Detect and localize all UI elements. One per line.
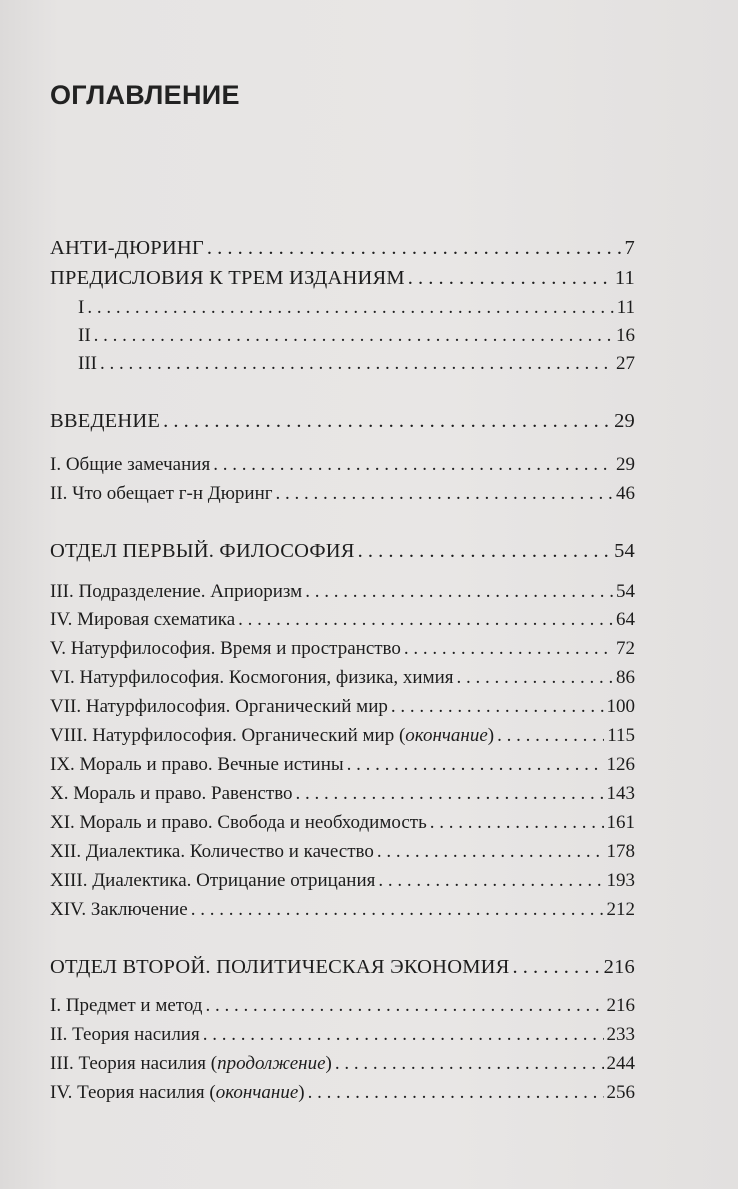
toc-entry[interactable] [50,409,635,433]
toc-entry-label: VI. Натурфилософия. Космогония, физика, химия [50,667,454,688]
toc-entry[interactable] [50,811,635,835]
toc-entry-label: VII. Натурфилософия. Органический мир [50,696,388,717]
toc-entry[interactable] [50,482,635,506]
toc-entry[interactable] [50,840,635,864]
toc-entry-label: I [78,297,85,318]
toc-entry[interactable] [50,608,635,632]
italic-word: окончание [405,725,488,746]
toc-entry-page: 161 [606,812,635,833]
leader-dots [213,453,613,477]
toc-entry-label: ОТДЕЛ ВТОРОЙ. ПОЛИТИЧЕСКАЯ ЭКОНОМИЯ [50,956,510,978]
toc-entry[interactable] [50,724,635,748]
toc-entry-page: 143 [606,783,635,804]
toc-entry-label: I. Общие замечания [50,454,211,475]
toc-entry[interactable] [50,753,635,777]
toc-entry[interactable] [78,296,635,320]
leader-dots [408,266,612,290]
toc-entry-label: V. Натурфилософия. Время и пространство [50,638,401,659]
toc-entry-page: 46 [616,483,635,504]
toc-entry[interactable] [50,1052,635,1076]
toc-entry-label: IV. Теория насилия (окончание) [50,1082,305,1103]
toc-entry[interactable] [50,637,635,661]
leader-dots [347,753,604,777]
toc-entry-label: I. Предмет и метод [50,995,203,1016]
leader-dots [276,482,613,506]
toc-entry-page: 29 [616,454,635,475]
toc-entry-page: 126 [606,754,635,775]
italic-word: окончание [215,1082,299,1103]
toc-entry-page: 244 [606,1053,635,1074]
leader-dots [430,811,604,835]
toc-entry[interactable] [50,453,635,477]
toc-entry-label: III [78,353,97,374]
toc-entry-page: 29 [614,410,635,432]
toc-entry-label: ОТДЕЛ ПЕРВЫЙ. ФИЛОСОФИЯ [50,540,355,562]
leader-dots [377,840,604,864]
toc-entry-label: XIV. Заключение [50,899,188,920]
toc-entry-label: IX. Мораль и право. Вечные истины [50,754,344,775]
toc-entry-page: 216 [606,995,635,1016]
toc-entry-label: III. Теория насилия (продолжение) [50,1053,332,1074]
toc-entry[interactable] [50,266,635,290]
leader-dots [87,296,613,320]
leader-dots [358,539,612,563]
leader-dots [205,994,603,1018]
toc-entry[interactable] [50,539,635,563]
toc-entry[interactable] [50,666,635,690]
leader-dots [207,236,622,260]
toc-entry-page: 54 [614,540,635,562]
toc-entry-label: XII. Диалектика. Количество и качество [50,841,374,862]
leader-dots [100,352,613,376]
toc-entry-page: 233 [606,1024,635,1045]
toc-entry[interactable] [50,580,635,604]
italic-word: продолжение [217,1053,326,1074]
toc-entry-page: 256 [606,1082,635,1103]
leader-dots [94,324,613,348]
toc-entry-page: 27 [616,353,635,374]
leader-dots [203,1023,604,1047]
leader-dots [296,782,604,806]
toc-entry[interactable] [78,324,635,348]
toc-entry-label: АНТИ-ДЮРИНГ [50,237,204,259]
toc-entry-page: 11 [614,267,635,289]
toc-entry-page: 100 [606,696,635,717]
toc-entry-page: 216 [603,956,635,978]
toc-entry[interactable] [50,1081,635,1105]
toc-entry-label: VIII. Натурфилософия. Органический мир (окончание) [50,725,495,746]
toc-entry-page: 193 [606,870,635,891]
leader-dots [238,608,613,632]
toc-entry-page: 72 [616,638,635,659]
toc-entry-page: 11 [616,297,635,318]
leader-dots [308,1081,604,1105]
leader-dots [378,869,603,893]
toc-entry-page: 178 [606,841,635,862]
leader-dots [513,955,601,979]
page-title: ОГЛАВЛЕНИЕ [50,80,240,110]
toc-entry-page: 64 [616,609,635,630]
leader-dots [457,666,613,690]
toc-entry[interactable] [50,782,635,806]
toc-entry-label: ПРЕДИСЛОВИЯ К ТРЕМ ИЗДАНИЯМ [50,267,405,289]
leader-dots [305,580,613,604]
toc-entry-page: 212 [606,899,635,920]
leader-dots [391,695,604,719]
toc-entry-label: II. Что обещает г-н Дюринг [50,483,273,504]
toc-entry[interactable] [50,955,635,979]
leader-dots [335,1052,604,1076]
toc-entry-page: 54 [616,581,635,602]
toc-entry-page: 7 [624,237,635,259]
toc-entry-label: X. Мораль и право. Равенство [50,783,293,804]
toc-entry-label: IV. Мировая схематика [50,609,236,630]
toc-entry[interactable] [50,898,635,922]
leader-dots [163,409,611,433]
toc-entry-page: 16 [616,325,635,346]
toc-entry-label: II [78,325,91,346]
toc-entry[interactable] [50,869,635,893]
toc-entry-label: XI. Мораль и право. Свобода и необходимость [50,812,427,833]
toc-entry-label: II. Теория насилия [50,1024,200,1045]
toc-entry[interactable] [50,695,635,719]
toc-entry[interactable] [50,236,635,260]
leader-dots [497,724,604,748]
toc-entry-label: ВВЕДЕНИЕ [50,410,161,432]
toc-entry-page: 86 [616,667,635,688]
toc-entry-page: 115 [607,725,635,746]
toc-entry[interactable] [78,352,635,376]
leader-dots [404,637,613,661]
leader-dots [191,898,604,922]
toc-entry-label: III. Подразделение. Априоризм [50,581,303,602]
toc-entry-label: XIII. Диалектика. Отрицание отрицания [50,870,376,891]
toc-entry[interactable] [50,1023,635,1047]
toc-entry[interactable] [50,994,635,1018]
